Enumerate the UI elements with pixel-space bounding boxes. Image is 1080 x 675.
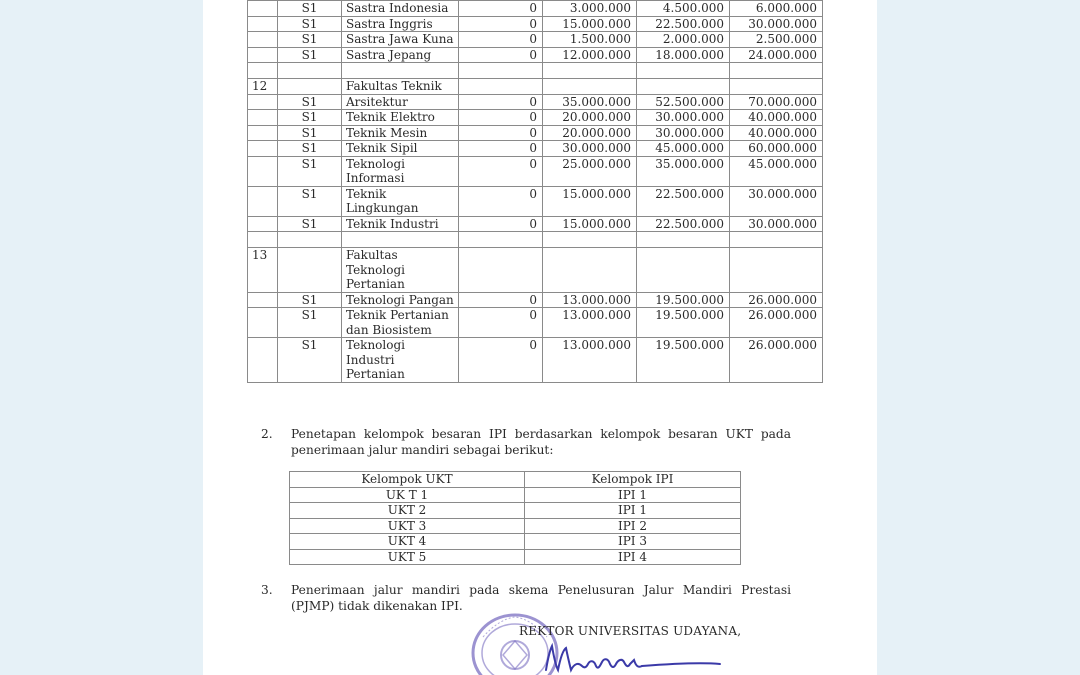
table-row xyxy=(248,79,823,95)
fee-group-2-cell xyxy=(637,79,730,95)
fee-group-1-cell: 13.000.000 xyxy=(543,338,637,383)
faculty-number-cell xyxy=(248,1,278,17)
ipi-group-cell xyxy=(459,63,543,79)
ukt-ipi-header-row xyxy=(290,472,741,488)
ukt-cell: UKT 4 xyxy=(290,534,525,550)
document-page xyxy=(203,0,877,675)
table-row xyxy=(248,110,823,126)
program-name-cell: Fakultas Teknologi Pertanian xyxy=(342,248,459,293)
fee-group-2-cell: 19.500.000 xyxy=(637,308,730,338)
program-name-cell: Teknik Lingkungan xyxy=(342,186,459,216)
faculty-number-cell xyxy=(248,125,278,141)
fee-group-1-cell: 35.000.000 xyxy=(543,94,637,110)
table-row xyxy=(248,248,823,293)
ipi-group-cell: 0 xyxy=(459,125,543,141)
item-3-text: Penerimaan jalur mandiri pada skema Penelusuran Jalur Mandiri Prestasi (PJMP) tidak dikenakan IPI. xyxy=(291,583,791,613)
faculty-number-cell xyxy=(248,216,278,232)
faculty-number-cell xyxy=(248,47,278,63)
fee-group-1-cell: 13.000.000 xyxy=(543,292,637,308)
program-name-cell xyxy=(342,63,459,79)
fee-group-1-cell: 13.000.000 xyxy=(543,308,637,338)
fee-group-2-cell: 22.500.000 xyxy=(637,16,730,32)
program-level-cell: S1 xyxy=(278,110,342,126)
table-row xyxy=(248,1,823,17)
table-row xyxy=(248,216,823,232)
program-name-cell: Sastra Indonesia xyxy=(342,1,459,17)
fee-group-3-cell xyxy=(730,63,823,79)
ukt-column-header: Kelompok UKT xyxy=(290,472,525,488)
table-row xyxy=(248,125,823,141)
faculty-number-cell xyxy=(248,338,278,383)
program-name-cell: Arsitektur xyxy=(342,94,459,110)
fee-group-2-cell xyxy=(637,63,730,79)
fee-group-1-cell: 30.000.000 xyxy=(543,141,637,157)
fee-group-3-cell: 26.000.000 xyxy=(730,292,823,308)
fee-group-3-cell: 60.000.000 xyxy=(730,141,823,157)
fee-group-2-cell: 45.000.000 xyxy=(637,141,730,157)
fee-group-3-cell: 24.000.000 xyxy=(730,47,823,63)
faculty-number-cell: 13 xyxy=(248,248,278,293)
table-row xyxy=(248,186,823,216)
item-3-number: 3. xyxy=(261,583,273,597)
ipi-group-cell xyxy=(459,248,543,293)
fee-group-2-cell xyxy=(637,232,730,248)
fee-group-1-cell: 15.000.000 xyxy=(543,186,637,216)
program-level-cell: S1 xyxy=(278,338,342,383)
ipi-cell: IPI 3 xyxy=(525,534,741,550)
program-name-cell: Teknik Elektro xyxy=(342,110,459,126)
fee-group-3-cell: 26.000.000 xyxy=(730,308,823,338)
fee-group-1-cell xyxy=(543,79,637,95)
item-2-number: 2. xyxy=(261,427,273,441)
program-level-cell xyxy=(278,63,342,79)
faculty-number-cell xyxy=(248,32,278,48)
ipi-group-cell: 0 xyxy=(459,216,543,232)
table-row xyxy=(248,141,823,157)
fee-group-1-cell: 25.000.000 xyxy=(543,156,637,186)
program-name-cell: Teknik Pertanian dan Biosistem xyxy=(342,308,459,338)
table-row xyxy=(248,292,823,308)
program-name-cell: Teknik Sipil xyxy=(342,141,459,157)
fee-group-2-cell: 30.000.000 xyxy=(637,110,730,126)
program-name-cell: Sastra Jepang xyxy=(342,47,459,63)
fee-group-1-cell: 20.000.000 xyxy=(543,110,637,126)
fee-group-2-cell: 22.500.000 xyxy=(637,216,730,232)
fee-group-2-cell: 19.500.000 xyxy=(637,292,730,308)
fee-group-2-cell: 19.500.000 xyxy=(637,338,730,383)
signatory-title: REKTOR UNIVERSITAS UDAYANA, xyxy=(519,624,742,638)
table-row xyxy=(248,94,823,110)
fee-group-3-cell: 30.000.000 xyxy=(730,16,823,32)
ipi-group-cell xyxy=(459,232,543,248)
program-level-cell: S1 xyxy=(278,308,342,338)
fee-group-1-cell: 12.000.000 xyxy=(543,47,637,63)
program-level-cell xyxy=(278,79,342,95)
table-row xyxy=(290,487,741,503)
program-name-cell: Teknologi Industri Pertanian xyxy=(342,338,459,383)
ipi-cell: IPI 1 xyxy=(525,503,741,519)
ipi-group-cell: 0 xyxy=(459,308,543,338)
ipi-group-cell: 0 xyxy=(459,186,543,216)
faculty-number-cell xyxy=(248,110,278,126)
ukt-cell: UKT 3 xyxy=(290,518,525,534)
program-level-cell: S1 xyxy=(278,1,342,17)
faculty-number-cell xyxy=(248,16,278,32)
fee-group-2-cell xyxy=(637,248,730,293)
ipi-group-cell: 0 xyxy=(459,47,543,63)
fee-group-3-cell: 2.500.000 xyxy=(730,32,823,48)
fee-group-3-cell: 30.000.000 xyxy=(730,186,823,216)
table-row xyxy=(248,32,823,48)
program-level-cell: S1 xyxy=(278,156,342,186)
ukt-cell: UK T 1 xyxy=(290,487,525,503)
ipi-group-cell: 0 xyxy=(459,16,543,32)
ipi-group-cell: 0 xyxy=(459,110,543,126)
ipi-cell: IPI 1 xyxy=(525,487,741,503)
fee-group-3-cell xyxy=(730,79,823,95)
fee-group-2-cell: 35.000.000 xyxy=(637,156,730,186)
ipi-cell: IPI 4 xyxy=(525,549,741,565)
fee-group-2-cell: 18.000.000 xyxy=(637,47,730,63)
ipi-group-cell: 0 xyxy=(459,94,543,110)
table-row xyxy=(248,16,823,32)
program-level-cell: S1 xyxy=(278,94,342,110)
table-row xyxy=(248,338,823,383)
ukt-cell: UKT 2 xyxy=(290,503,525,519)
ipi-group-cell: 0 xyxy=(459,156,543,186)
tuition-fee-table-body xyxy=(248,1,823,383)
item-2-text: Penetapan kelompok besaran IPI berdasarkan kelompok besaran UKT pada penerimaan jalur mandiri sebagai berikut: xyxy=(291,427,791,457)
faculty-number-cell: 12 xyxy=(248,79,278,95)
faculty-number-cell xyxy=(248,232,278,248)
faculty-number-cell xyxy=(248,94,278,110)
fee-group-3-cell: 40.000.000 xyxy=(730,125,823,141)
handwritten-signature xyxy=(538,636,728,675)
program-name-cell: Teknik Mesin xyxy=(342,125,459,141)
table-row xyxy=(248,47,823,63)
faculty-number-cell xyxy=(248,141,278,157)
program-name-cell: Sastra Inggris xyxy=(342,16,459,32)
program-level-cell: S1 xyxy=(278,186,342,216)
spacer-row xyxy=(248,232,823,248)
fee-group-2-cell: 52.500.000 xyxy=(637,94,730,110)
program-name-cell: Teknik Industri xyxy=(342,216,459,232)
fee-group-3-cell: 30.000.000 xyxy=(730,216,823,232)
program-level-cell xyxy=(278,248,342,293)
ukt-cell: UKT 5 xyxy=(290,549,525,565)
program-level-cell: S1 xyxy=(278,32,342,48)
tuition-fee-table xyxy=(247,0,823,383)
table-row xyxy=(290,503,741,519)
ukt-ipi-table xyxy=(289,471,741,565)
fee-group-1-cell xyxy=(543,248,637,293)
program-name-cell xyxy=(342,232,459,248)
table-row xyxy=(290,534,741,550)
program-name-cell: Sastra Jawa Kuna xyxy=(342,32,459,48)
table-row xyxy=(248,156,823,186)
program-level-cell: S1 xyxy=(278,47,342,63)
ipi-group-cell: 0 xyxy=(459,141,543,157)
table-row xyxy=(248,308,823,338)
fee-group-3-cell xyxy=(730,232,823,248)
ipi-column-header: Kelompok IPI xyxy=(525,472,741,488)
faculty-number-cell xyxy=(248,186,278,216)
fee-group-2-cell: 22.500.000 xyxy=(637,186,730,216)
fee-group-1-cell: 1.500.000 xyxy=(543,32,637,48)
fee-group-1-cell: 3.000.000 xyxy=(543,1,637,17)
fee-group-2-cell: 2.000.000 xyxy=(637,32,730,48)
program-level-cell: S1 xyxy=(278,16,342,32)
ipi-group-cell: 0 xyxy=(459,1,543,17)
program-name-cell: Teknologi Pangan xyxy=(342,292,459,308)
ipi-group-cell: 0 xyxy=(459,338,543,383)
fee-group-1-cell: 15.000.000 xyxy=(543,216,637,232)
program-level-cell: S1 xyxy=(278,125,342,141)
fee-group-3-cell xyxy=(730,248,823,293)
spacer-row xyxy=(248,63,823,79)
fee-group-3-cell: 40.000.000 xyxy=(730,110,823,126)
table-row xyxy=(290,518,741,534)
fee-group-3-cell: 45.000.000 xyxy=(730,156,823,186)
program-level-cell: S1 xyxy=(278,141,342,157)
fee-group-3-cell: 70.000.000 xyxy=(730,94,823,110)
ipi-cell: IPI 2 xyxy=(525,518,741,534)
fee-group-2-cell: 30.000.000 xyxy=(637,125,730,141)
faculty-number-cell xyxy=(248,63,278,79)
program-name-cell: Fakultas Teknik xyxy=(342,79,459,95)
fee-group-1-cell xyxy=(543,63,637,79)
fee-group-1-cell: 20.000.000 xyxy=(543,125,637,141)
fee-group-1-cell: 15.000.000 xyxy=(543,16,637,32)
fee-group-2-cell: 4.500.000 xyxy=(637,1,730,17)
fee-group-1-cell xyxy=(543,232,637,248)
fee-group-3-cell: 26.000.000 xyxy=(730,338,823,383)
faculty-number-cell xyxy=(248,156,278,186)
ipi-group-cell: 0 xyxy=(459,32,543,48)
faculty-number-cell xyxy=(248,292,278,308)
fee-group-3-cell: 6.000.000 xyxy=(730,1,823,17)
program-level-cell xyxy=(278,232,342,248)
table-row xyxy=(290,549,741,565)
faculty-number-cell xyxy=(248,308,278,338)
ipi-group-cell xyxy=(459,79,543,95)
program-level-cell: S1 xyxy=(278,216,342,232)
program-level-cell: S1 xyxy=(278,292,342,308)
ipi-group-cell: 0 xyxy=(459,292,543,308)
program-name-cell: Teknologi Informasi xyxy=(342,156,459,186)
